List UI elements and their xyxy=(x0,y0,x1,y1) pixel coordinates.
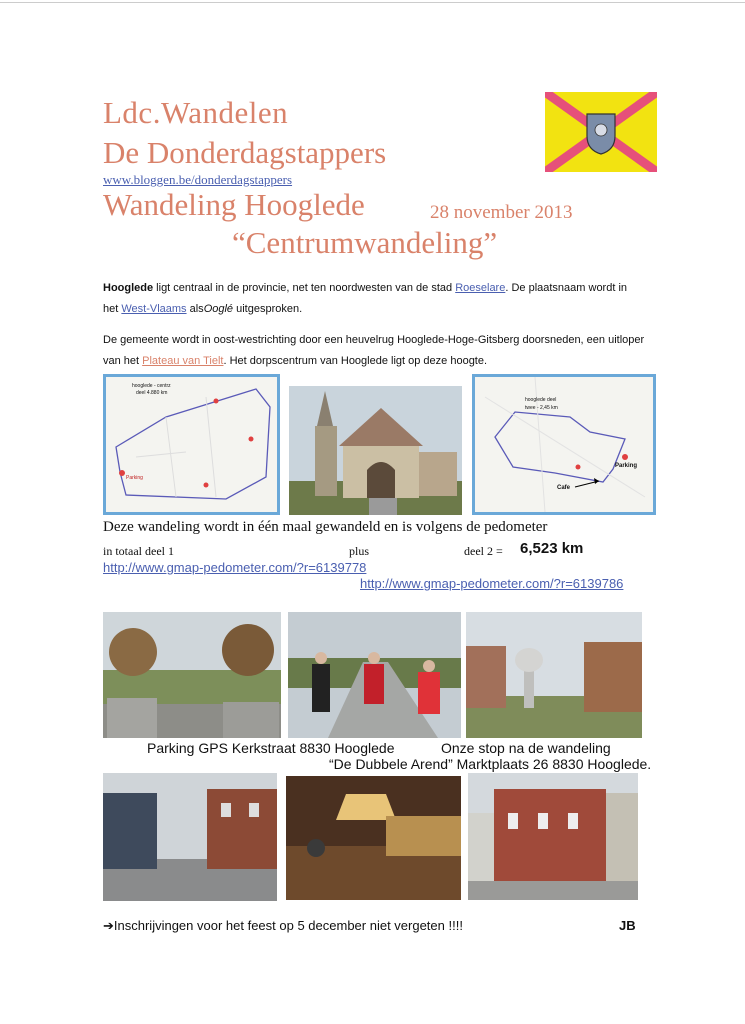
intro-paragraph-2b xyxy=(103,353,663,369)
intro-bold-hooglede: Hooglede xyxy=(103,282,154,294)
distance-plus: plus xyxy=(349,544,370,558)
map2-label: hooglede deel xyxy=(525,397,557,403)
distance-part1: in totaal deel 1 xyxy=(103,544,174,558)
club-title: Ldc.Wandelen xyxy=(103,95,289,130)
intro-text: uitgesproken. xyxy=(233,303,303,315)
intro-paragraph-2 xyxy=(103,332,663,348)
distance-part2: deel 2 = xyxy=(464,544,503,558)
walk-date: 28 november 2013 xyxy=(430,202,573,223)
intro-text: het xyxy=(103,303,122,315)
route-map-part1 xyxy=(103,374,280,515)
pedometer-link-part2[interactable]: http://www.gmap-pedometer.com/?r=6139786 xyxy=(360,576,624,591)
intro-text: als xyxy=(186,303,204,315)
map2-label-km: twee - 2,45 km xyxy=(525,405,558,411)
map1-label: hooglede - centrz xyxy=(132,383,171,389)
hooglede-flag-icon xyxy=(545,92,657,172)
distance-intro: Deze wandeling wordt in één maal gewandeld en is volgens de pedometer xyxy=(103,519,548,535)
map2-cafe-label: Cafe xyxy=(557,485,571,491)
water-tower-photo xyxy=(466,612,642,738)
route-map-part1-drawing xyxy=(106,377,277,512)
cafe-interior-photo xyxy=(286,776,461,900)
caption-stop: Onze stop na de wandeling xyxy=(441,740,611,756)
church-photo xyxy=(289,386,462,515)
walk-subtitle: “Centrumwandeling” xyxy=(232,225,498,260)
map1-parking-label: Parking xyxy=(126,475,143,481)
link-roeselare[interactable]: Roeselare xyxy=(455,282,506,294)
blog-link[interactable]: www.bloggen.be/donderdagstappers xyxy=(103,172,293,187)
cemetery-photo xyxy=(103,612,281,738)
group-title: De Donderdagstappers xyxy=(103,135,387,170)
link-plateau-van-tielt[interactable]: Plateau van Tielt xyxy=(142,355,224,367)
intro-paragraph-1 xyxy=(103,280,663,296)
author-initials: JB xyxy=(619,918,636,933)
footer-note-line xyxy=(103,918,463,934)
distance-total: 6,523 km xyxy=(520,540,584,557)
street-photo xyxy=(103,773,277,901)
caption-cafe-address: “De Dubbele Arend” Marktplaats 26 8830 Hooglede. xyxy=(329,756,652,772)
pedometer-link-part1[interactable]: http://www.gmap-pedometer.com/?r=6139778 xyxy=(103,560,367,575)
intro-text: ligt centraal in de provincie, net ten noordwesten van de stad xyxy=(153,282,456,294)
route-map-part2-drawing xyxy=(475,377,653,512)
walk-title: Wandeling Hooglede xyxy=(103,187,365,222)
link-west-vlaams[interactable]: West-Vlaams xyxy=(121,303,187,315)
intro-paragraph-1b xyxy=(103,301,663,317)
intro-text: . Het dorpscentrum van Hooglede ligt op deze hoogte. xyxy=(223,355,488,367)
map1-label-km: deel 4.880 km xyxy=(136,390,168,396)
intro-text: van het xyxy=(103,355,143,367)
caption-parking: Parking GPS Kerkstraat 8830 Hooglede xyxy=(147,740,395,756)
cafe-exterior-photo xyxy=(468,773,638,900)
intro-text: De gemeente wordt in oost-westrichting door een heuvelrug Hooglede-Hoge-Gitsberg doorsneden, een uitloper xyxy=(103,334,645,346)
intro-italic-oogle: Ooglé xyxy=(203,303,234,315)
top-rule xyxy=(0,2,745,3)
intro-text: . De plaatsnaam wordt in xyxy=(505,282,628,294)
walkers-photo xyxy=(288,612,461,738)
route-map-part2 xyxy=(472,374,656,515)
arrow-icon: ➔ xyxy=(103,918,114,933)
footer-note: Inschrijvingen voor het feest op 5 december niet vergeten !!!! xyxy=(113,918,463,933)
map2-parking-label: Parking xyxy=(615,463,638,469)
